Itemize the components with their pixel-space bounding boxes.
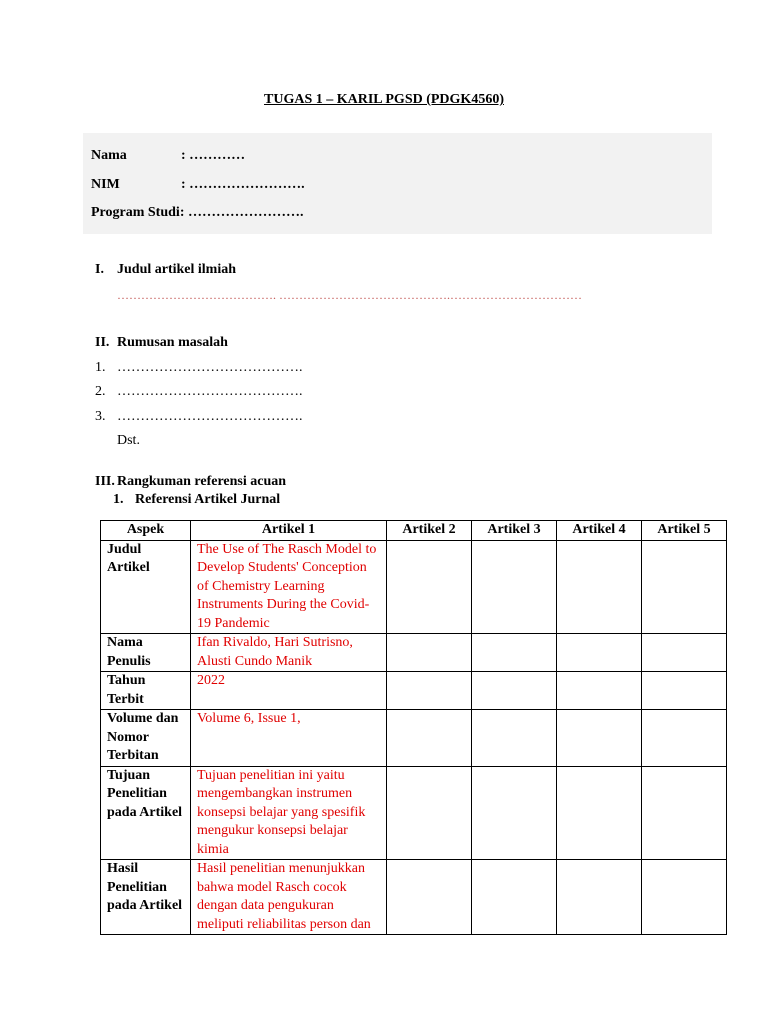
header-artikel-3: Artikel 3: [472, 521, 557, 541]
empty-cell: [472, 860, 557, 935]
nim-row: [91, 177, 305, 193]
section-3-number: III.: [95, 474, 115, 489]
list-item: [95, 384, 303, 400]
subsection-number: 1.: [113, 492, 124, 507]
section-3-heading: [95, 474, 286, 490]
artikel-1-cell: Volume 6, Issue 1,: [191, 710, 387, 767]
prodi-value: : …………………….: [179, 205, 304, 220]
aspek-cell: Hasil Penelitian pada Artikel: [101, 860, 191, 935]
table-header-row: [101, 521, 727, 541]
empty-cell: [472, 710, 557, 767]
section-1-heading: [95, 262, 236, 278]
header-artikel-2: Artikel 2: [387, 521, 472, 541]
list-text: ………………………………….: [117, 409, 303, 424]
aspek-cell: Volume dan Nomor Terbitan: [101, 710, 191, 767]
list-text: ………………………………….: [117, 384, 303, 399]
table-row: [101, 860, 727, 935]
empty-cell: [642, 766, 727, 860]
header-aspek: Aspek: [101, 521, 191, 541]
empty-cell: [387, 672, 472, 710]
list-number: 3.: [95, 409, 106, 424]
nim-value: : …………………….: [181, 177, 305, 192]
document-title: TUGAS 1 – KARIL PGSD (PDGK4560): [264, 92, 504, 107]
empty-cell: [472, 540, 557, 634]
artikel-1-cell: Hasil penelitian menunjukkan bahwa model Rasch cocok dengan data pengukuran meliputi reliabilitas person dan: [191, 860, 387, 935]
header-artikel-1: Artikel 1: [191, 521, 387, 541]
empty-cell: [472, 672, 557, 710]
empty-cell: [557, 540, 642, 634]
prodi-label: Program Studi: [91, 205, 180, 220]
list-number: 1.: [95, 360, 106, 375]
section-2-title: Rumusan masalah: [117, 335, 228, 350]
list-item: [95, 409, 303, 425]
article-title-placeholder: …………………………………. …………………………………….……………………………: [117, 288, 582, 302]
empty-cell: [387, 710, 472, 767]
nama-value: : …………: [181, 148, 246, 163]
empty-cell: [557, 860, 642, 935]
aspek-cell: Tujuan Penelitian pada Artikel: [101, 766, 191, 860]
empty-cell: [387, 634, 472, 672]
prodi-row: [91, 205, 303, 221]
empty-cell: [557, 634, 642, 672]
dst-text: Dst.: [117, 433, 140, 448]
empty-cell: [642, 710, 727, 767]
artikel-1-cell: 2022: [191, 672, 387, 710]
artikel-1-cell: The Use of The Rasch Model to Develop Students' Conception of Chemistry Learning Instruments During the Covid-19 Pandemic: [191, 540, 387, 634]
aspek-cell: Tahun Terbit: [101, 672, 191, 710]
list-text: ………………………………….: [117, 360, 303, 375]
empty-cell: [387, 540, 472, 634]
table-row: [101, 710, 727, 767]
aspek-cell: Judul Artikel: [101, 540, 191, 634]
list-number: 2.: [95, 384, 106, 399]
empty-cell: [557, 766, 642, 860]
empty-cell: [472, 634, 557, 672]
empty-cell: [387, 860, 472, 935]
empty-cell: [642, 860, 727, 935]
section-2-number: II.: [95, 335, 110, 350]
list-item: [95, 360, 303, 376]
empty-cell: [557, 710, 642, 767]
subsection-heading: [113, 492, 280, 508]
empty-cell: [642, 672, 727, 710]
section-2-heading: [95, 335, 228, 351]
table-row: [101, 634, 727, 672]
empty-cell: [642, 540, 727, 634]
header-artikel-5: Artikel 5: [642, 521, 727, 541]
identity-box: [83, 133, 712, 234]
artikel-1-cell: Tujuan penelitian ini yaitu mengembangkan instrumen konsepsi belajar yang spesifik mengukur konsepsi belajar kimia: [191, 766, 387, 860]
subsection-title: Referensi Artikel Jurnal: [135, 492, 281, 507]
header-artikel-4: Artikel 4: [557, 521, 642, 541]
nim-label: NIM: [91, 177, 120, 192]
table-row: [101, 766, 727, 860]
artikel-1-cell: Ifan Rivaldo, Hari Sutrisno, Alusti Cundo Manik: [191, 634, 387, 672]
nama-label: Nama: [91, 148, 127, 163]
section-1-title: Judul artikel ilmiah: [117, 262, 237, 277]
nama-row: [91, 148, 245, 164]
aspek-cell: Nama Penulis: [101, 634, 191, 672]
empty-cell: [557, 672, 642, 710]
reference-table: [100, 520, 727, 935]
empty-cell: [642, 634, 727, 672]
empty-cell: [472, 766, 557, 860]
section-1-number: I.: [95, 262, 104, 277]
table-row: [101, 540, 727, 634]
table-row: [101, 672, 727, 710]
empty-cell: [387, 766, 472, 860]
section-3-title: Rangkuman referensi acuan: [117, 474, 287, 489]
